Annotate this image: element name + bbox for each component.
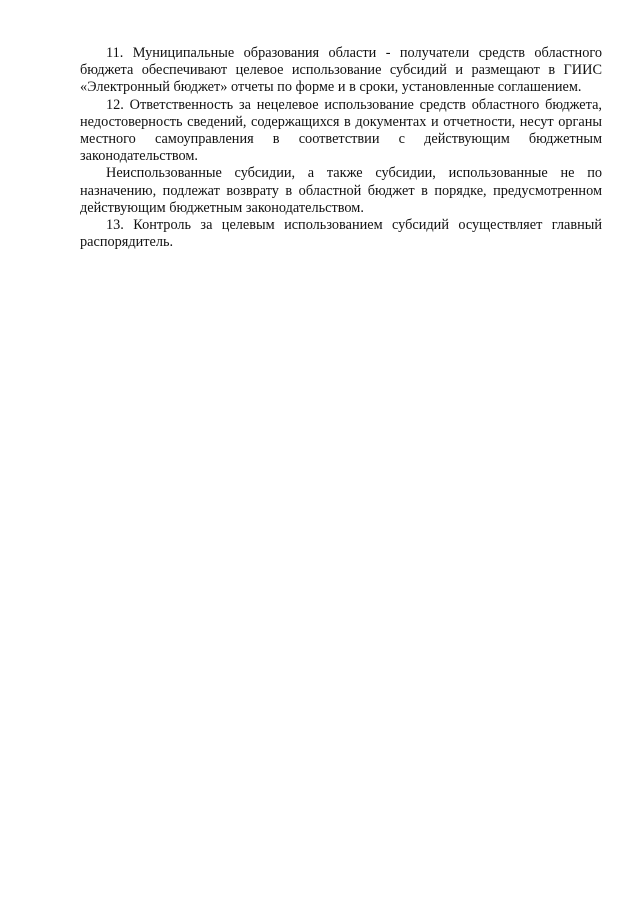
paragraph-11: 11. Муниципальные образования области - получатели средств областного бюджета обеспечивают целевое использование субсидий и размещают в ГИИС «Электронный бюджет» отчеты по форме и в сроки, установленные соглашением. [80, 45, 602, 96]
paragraph-unused-subsidies: Неиспользованные субсидии, а также субсидии, использованные не по назначению, подлежат возврату в областной бюджет в порядке, предусмотренном действующим бюджетным законодательством. [80, 165, 602, 216]
document-body [80, 45, 602, 251]
paragraph-13: 13. Контроль за целевым использованием субсидий осуществляет главный распорядитель. [80, 217, 602, 251]
paragraph-12: 12. Ответственность за нецелевое использование средств областного бюджета, недостоверность сведений, содержащихся в документах и отчетности, несут органы местного самоуправления в соответствии с действующим бюджетным законодательством. [80, 96, 602, 165]
